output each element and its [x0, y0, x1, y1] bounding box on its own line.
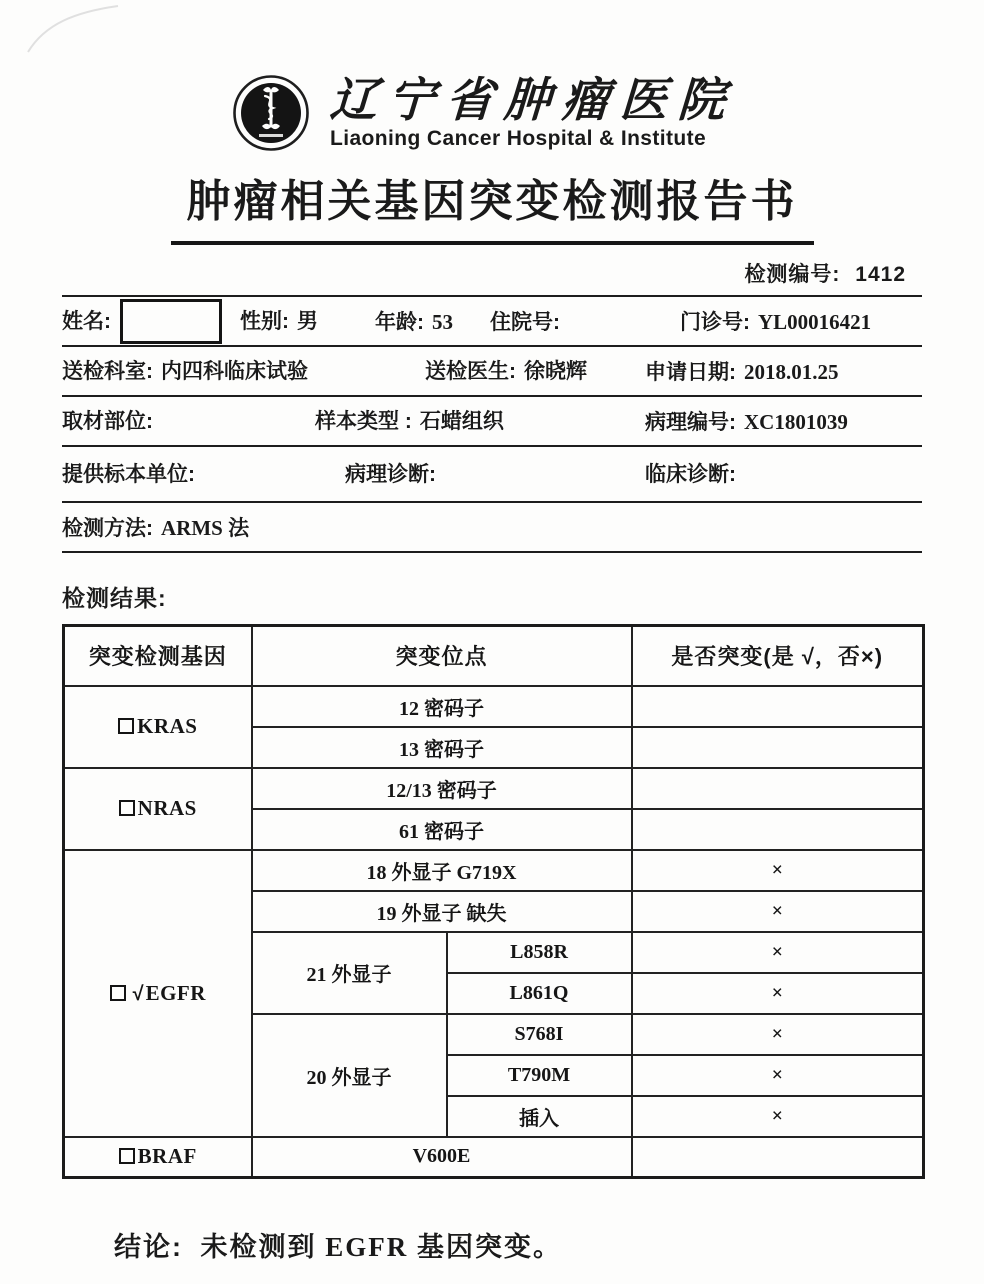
conclusion-label: 结论:: [114, 1232, 183, 1262]
hospital-name-cn: 辽宁省肿瘤医院: [328, 72, 738, 126]
gene-label: BRAF: [137, 1144, 197, 1169]
status-cell: ×: [632, 1055, 924, 1096]
site-cell: 18 外显子 G719X: [252, 850, 632, 891]
report-number: [62, 258, 922, 288]
conclusion: [62, 1225, 922, 1264]
site-cell: 12 密码子: [252, 686, 632, 727]
doctor-field: 送检医生: 徐晓辉: [425, 360, 587, 383]
exon20-cell: 20 外显子: [252, 1014, 447, 1137]
conclusion-text: 未检测到 EGFR 基因突变。: [200, 1232, 563, 1262]
site-cell: S768I: [447, 1014, 632, 1055]
info-row-diagnosis: [62, 447, 922, 503]
dept-field: 送检科室: 内四科临床试验: [62, 360, 308, 383]
pathology-no-field: 病理编号: XC1801039: [645, 410, 848, 434]
table-row: [64, 1137, 924, 1178]
name-label: 姓名:: [62, 310, 111, 333]
table-row: [64, 850, 924, 891]
status-cell: [632, 1137, 924, 1178]
checkbox-icon: [118, 718, 134, 734]
gene-cell-nras: [64, 768, 252, 850]
gender-field: 性别: 男: [240, 310, 318, 333]
hospital-name-en: Liaoning Cancer Hospital & Institute: [330, 127, 707, 151]
status-cell: [632, 809, 924, 850]
name-redaction-box: [120, 299, 222, 344]
col-header-site: 突变位点: [252, 626, 632, 686]
results-section-label: 检测结果:: [62, 585, 167, 611]
info-row-submission: [62, 347, 922, 397]
scan-artifact: [0, 0, 160, 80]
outpatient-no-field: 门诊号: YL00016421: [680, 310, 872, 334]
age-field: 年龄: 53: [375, 310, 453, 334]
results-table: [62, 624, 925, 1179]
pathology-dx-field: 病理诊断:: [345, 463, 436, 486]
hospital-seal-icon: [232, 74, 310, 152]
sample-type-field: 样本类型 : 石蜡组织: [315, 410, 504, 433]
checkbox-icon: [119, 1148, 135, 1164]
status-cell: [632, 727, 924, 768]
status-cell: ×: [632, 973, 924, 1014]
status-cell: ×: [632, 891, 924, 932]
site-cell: 插入: [447, 1096, 632, 1137]
site-cell: 12/13 密码子: [252, 768, 632, 809]
info-row-identity: [62, 297, 922, 347]
status-cell: [632, 686, 924, 727]
checkbox-icon: [119, 800, 135, 816]
status-cell: ×: [632, 850, 924, 891]
sample-site-field: 取材部位:: [62, 410, 153, 433]
gene-label: EGFR: [145, 980, 206, 1005]
site-cell: V600E: [252, 1137, 632, 1178]
exon21-cell: 21 外显子: [252, 932, 447, 1014]
hospital-brand: [46, 74, 922, 152]
site-cell: L861Q: [447, 973, 632, 1014]
status-cell: ×: [632, 1014, 924, 1055]
info-row-method: [62, 503, 922, 553]
checkbox-icon: [110, 985, 126, 1001]
gene-cell-kras: [64, 686, 252, 768]
site-cell: 13 密码子: [252, 727, 632, 768]
status-cell: [632, 768, 924, 809]
patient-info: [62, 295, 922, 553]
gene-cell-braf: [64, 1137, 252, 1178]
status-cell: ×: [632, 1096, 924, 1137]
site-cell: 61 密码子: [252, 809, 632, 850]
gene-label: NRAS: [137, 796, 197, 820]
status-cell: ×: [632, 932, 924, 973]
site-cell: L858R: [447, 932, 632, 973]
site-cell: T790M: [447, 1055, 632, 1096]
clinical-dx-field: 临床诊断:: [645, 463, 736, 486]
report-number-label: 检测编号:: [744, 263, 841, 286]
col-header-status: 是否突变(是 √，否×): [632, 626, 924, 686]
col-header-gene: 突变检测基因: [64, 626, 252, 686]
report-title: 肿瘤相关基因突变检测报告书: [171, 165, 814, 245]
gene-cell-egfr: [64, 850, 252, 1137]
inpatient-no-field: 住院号:: [490, 311, 560, 334]
checkmark-icon: √: [132, 982, 144, 1005]
provider-field: 提供标本单位:: [62, 463, 195, 486]
hospital-names: [328, 72, 738, 151]
table-header-row: [64, 626, 924, 686]
method-field: 检测方法: ARMS 法: [62, 516, 250, 540]
apply-date-field: 申请日期: 2018.01.25: [645, 360, 839, 384]
table-row: [64, 686, 924, 727]
site-cell: 19 外显子 缺失: [252, 891, 632, 932]
table-row: [64, 768, 924, 809]
info-row-sample: [62, 397, 922, 447]
gene-label: KRAS: [137, 714, 198, 738]
report-number-value: 1412: [855, 263, 906, 286]
